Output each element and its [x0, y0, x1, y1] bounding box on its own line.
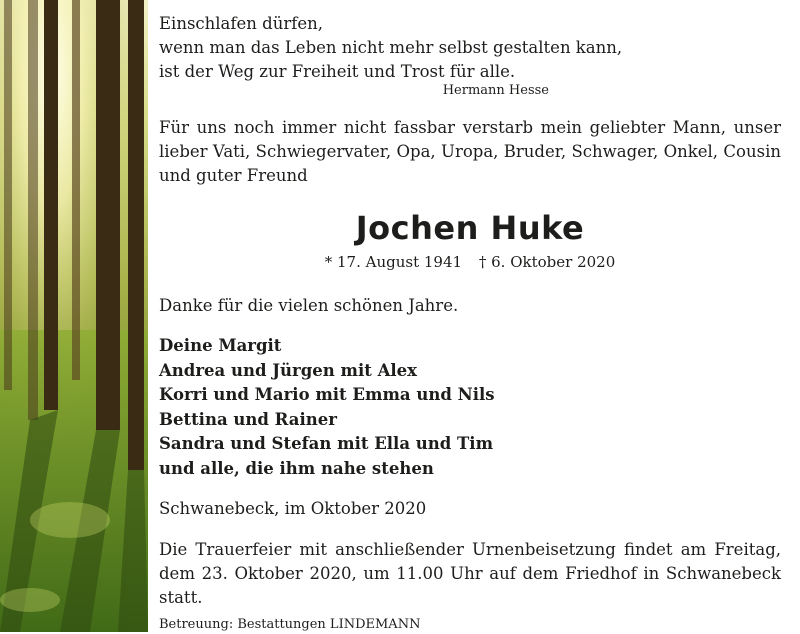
death-date: † 6. Oktober 2020 — [478, 253, 616, 271]
mourner-entry: und alle, die ihm nahe stehen — [159, 458, 434, 478]
service-notice: Die Trauerfeier mit anschließender Urnenbeisetzung findet am Freitag, dem 23. Oktober 2020, um 11.00 Uhr auf dem Friedhof in Schwanebeck statt. — [159, 540, 781, 607]
undertaker-credit: Betreuung: Bestattungen LINDEMANN — [159, 617, 421, 632]
intro-paragraph: Für uns noch immer nicht fassbar verstarb mein geliebter Mann, unser lieber Vati, Schwiegervater, Opa, Uropa, Bruder, Schwager, Onkel, Cousin und guter Freund — [159, 118, 781, 185]
mourner-entry: Deine Margit — [159, 336, 282, 355]
mourner-entry: Andrea und Jürgen mit Alex — [159, 360, 418, 380]
obituary-text — [159, 12, 781, 634]
place-date: Schwanebeck, im Oktober 2020 — [159, 499, 427, 518]
poem — [159, 12, 781, 100]
mourner-entry: Sandra und Stefan mit Ella und Tim — [159, 434, 494, 453]
poem-line: ist der Weg zur Freiheit und Trost für alle. — [159, 62, 516, 81]
poem-line: wenn man das Leben nicht mehr selbst gestalten kann, — [159, 38, 623, 57]
deceased-name: Jochen Huke — [355, 209, 585, 247]
forest-photo — [0, 0, 148, 632]
mourner-entry: Korri und Mario mit Emma und Nils — [159, 385, 495, 404]
thanks-line: Danke für die vielen schönen Jahre. — [159, 296, 459, 315]
life-dates — [159, 252, 781, 272]
birth-date: * 17. August 1941 — [324, 253, 463, 271]
poem-author: Hermann Hesse — [442, 83, 549, 98]
mourners-list — [159, 334, 781, 481]
forest-illustration — [0, 0, 148, 632]
poem-line: Einschlafen dürfen, — [159, 14, 323, 33]
mourner-entry: Bettina und Rainer — [159, 409, 337, 429]
